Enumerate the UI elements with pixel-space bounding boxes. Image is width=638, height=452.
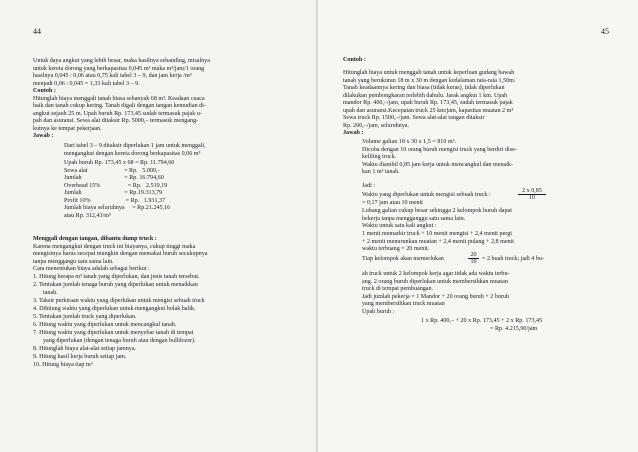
body-line: + 2 menit menurunkan muatan + 2,4 menit pulang + 2,8 menit — [362, 238, 514, 245]
body-line: Dari tabel 3 – 9 ditaksir diperlukan 1 jam untuk menggali, — [64, 143, 206, 149]
body-line: Waktu diambil 0,85 jam kerja untuk mencangkul dan menaik- — [362, 161, 513, 168]
body-line: kelilíng truck. — [362, 154, 397, 160]
body-line: Dicoba dengan 10 orang buruh mengisi truck yang berdiri dise- — [362, 146, 517, 153]
body-line: Waktu yang diperlukan untuk mengisi sebuah truck : — [362, 192, 491, 198]
body-line: Hitunglah biaya menggali tanah biasa sebanyak 68 m³. Keadaan cuaca — [33, 95, 205, 102]
fraction-denominator: 10 — [470, 259, 477, 265]
body-line: Tanah keadaannya kering dan biasa (tidak keras), tidak diperlukan — [343, 85, 505, 91]
list-item: 10. Hitung biaya tiap m³ — [33, 362, 93, 368]
body-line: ah truck untuk 2 kelompok kerja agar tidak ada waktu terbu- — [362, 271, 510, 277]
body-line: Upah buruh : — [362, 308, 395, 315]
body-line: Cara menentukan biaya adalah sebagai berikut : — [33, 266, 150, 272]
section-heading: Jawab : — [33, 133, 54, 139]
calc-line: Upah buruh Rp. 173,45 x 68 = Rp. 11.794,60 — [64, 160, 175, 166]
section-heading: Contoh : — [33, 88, 56, 94]
body-line: hasilnya 0,045 : 0,06 atau 0,75 kali tabel 3 – 9, dan jam kerja /m³ — [33, 73, 192, 79]
body-line: dilakukan pembongkaran terlebih dahulu. Jarak angkut 1 km. Upah — [343, 92, 508, 99]
body-line: bekerja tanpa mengganggu satu sama lain. — [362, 215, 466, 222]
body-line: menjadi 0,06 : 0,045 = 1,33 kali tabel 3 – 9. — [33, 80, 140, 87]
fraction-numerator: 2 x 0,85 — [518, 188, 546, 195]
list-item: 6. Hitung waktu yang diperlukan untuk mencangkul tanah. — [33, 322, 177, 328]
body-line: upah dan asuransi.Kecepatan truck 25 km/jam, kapasitas muatan 2 m³ — [343, 107, 514, 114]
body-line: kan 1 m³ tanah. — [362, 169, 400, 175]
body-line: untuk kereta dorong yang berkapasitas 0,045 m³ maka m³/jam/1 orang — [33, 65, 205, 72]
list-item: 9. Hitung hasil kerja buruh setiap jam. — [33, 354, 127, 360]
list-item: 8. Hitunglah biaya alat-alat setiap jamnya. — [33, 346, 137, 352]
body-line: tanpa menggangu satu sama lain. — [33, 258, 114, 265]
left-page — [0, 0, 318, 452]
body-line: mandor Rp. 400,–/jam, upah buruh Rp. 173,45, sudah termasuk pajak — [343, 100, 513, 106]
calc-line: 1 x Rp. 400,– + 20 x Rp. 173,45 + 2 x Rp. 173,45 — [421, 318, 543, 324]
list-item: yang diperlukan (dengan tenaga buruh atau dengan bulldozer). — [43, 338, 196, 344]
calc-line: Jumlah = Rp.19.313,79 — [64, 190, 163, 196]
calc-line: atau Rp. 312,43/m³ — [64, 212, 111, 219]
list-item: 4. Dihitung waktu yang diperlukan untuk mengangkut bolak balik. — [33, 306, 196, 312]
body-line: 1 menit memarkir truck + 10 menit mengisi + 2,4 menit pergi — [362, 231, 512, 237]
body-line: Lubang galian cukup besar sehingga 2 kelompok buruh dapat — [362, 208, 512, 214]
body-line: Untuk daya angkut yang lebih besar, maka hasilnya sebanding, misalnya — [33, 58, 210, 64]
body-line: pah dan asuransi. Sewa alat ditaksir Rp. 5000,– termasuk mengang- — [33, 118, 199, 124]
body-line: mengisinya harus secepat mungkin dengan memakai buruh secukupnya — [33, 251, 208, 257]
section-heading: Jawab : — [343, 130, 364, 136]
list-item: 1. Hitung berapa m³ tanah yang diperlukan, dan jenis tanah tersebut. — [33, 274, 200, 280]
body-line: Karena mengangkut dengan truck ini biayanya, cukup tinggi maka — [33, 243, 196, 250]
body-line: Jadi : — [362, 183, 376, 189]
body-line: Hitunglah biaya untuk menggali tanah untuk keperluan gudang bawah — [343, 70, 515, 76]
body-line: Tiap kelompok akan memerlukan — [362, 256, 444, 262]
calc-line: Jumlah biaya seluruhnya = Rp.21.245,16 — [64, 205, 171, 211]
list-item: tanah. — [43, 290, 58, 296]
body-line: = 2 buah truck; jadi 4 bu- — [482, 256, 544, 262]
fraction-numerator: 20 — [468, 252, 479, 259]
section-heading: Contoh : — [343, 57, 366, 63]
body-line: Waktu untuk satu kali angkut : — [362, 223, 437, 229]
calc-line: Sewa alat = Rp. 5.000,- — [64, 167, 160, 174]
body-line: mengangkut dengan kereta dorong berkapasitas 0,06 m³ — [64, 150, 201, 157]
body-line: yang membersihkan truck muatan — [362, 301, 445, 307]
body-line: tanah yang berukuran 18 m x 30 m dengan kedalaman rata-rata 1,50m. — [343, 77, 516, 84]
calc-line: Jumlah = Rp. 16.794,60 — [64, 175, 164, 181]
body-line: truck di tempat pembuangan. — [362, 286, 434, 292]
list-item: 5. Tentukan jumlah truck yang diperlukan. — [33, 314, 137, 320]
calc-line: Overhead 15% = Rp. 2.519,19 — [64, 182, 168, 189]
body-line: kutnya ke tempat pekerjaan. — [33, 125, 102, 132]
body-line: angkut sejauh 25 m. Upah buruh Rp. 173,45 sudah termasuk pajak u- — [33, 110, 202, 117]
calc-line: Profit 10% = Rp. 1.931,37 — [64, 197, 166, 204]
list-item: 7. Hitung waktu yang diperlukan untuk menyebar tanah di tempat — [33, 330, 194, 336]
list-item: 3. Taksir perkiraan waktu yang diperlukan untuk mengisi sebuah truck — [33, 298, 205, 304]
right-page — [318, 0, 638, 452]
body-line: waktu terbuang = 20 menit. — [362, 246, 430, 252]
page-number-right: 45 — [601, 27, 609, 36]
calc-line: = Rp. 4.215,90/jam — [490, 326, 538, 332]
body-line: Jadi jumlah pekerja = 1 Mandor + 20 orang buruh + 2 buruh — [362, 293, 510, 300]
fraction-denominator: 10 — [528, 195, 536, 201]
section-heading: Menggali dengan tangan, dibantu dump truck : — [33, 236, 157, 242]
page-number-left: 44 — [33, 27, 41, 36]
body-line: Volume galian 18 x 30 x 1,5 = 810 m³. — [362, 139, 457, 145]
body-line: Sewa truck Rp. 1500,–/jam. Sewa alat-alat tangan ditaksir — [343, 115, 485, 121]
body-line: ang. 2 orang buruh diperlukan untuk membersihkan muatan — [362, 278, 508, 285]
body-line: baik dan tanah cukup kering. Tanah digali dengan tangan kemudian di- — [33, 103, 206, 109]
list-item: 2. Tentukan jumlah tenaga buruh yang diperlukan untuk menaikkan — [33, 282, 198, 288]
body-line: Rp. 200,–/jam, seluruhnya. — [343, 122, 410, 129]
body-line: = 0,17 jam atau 10 menit — [362, 200, 423, 206]
